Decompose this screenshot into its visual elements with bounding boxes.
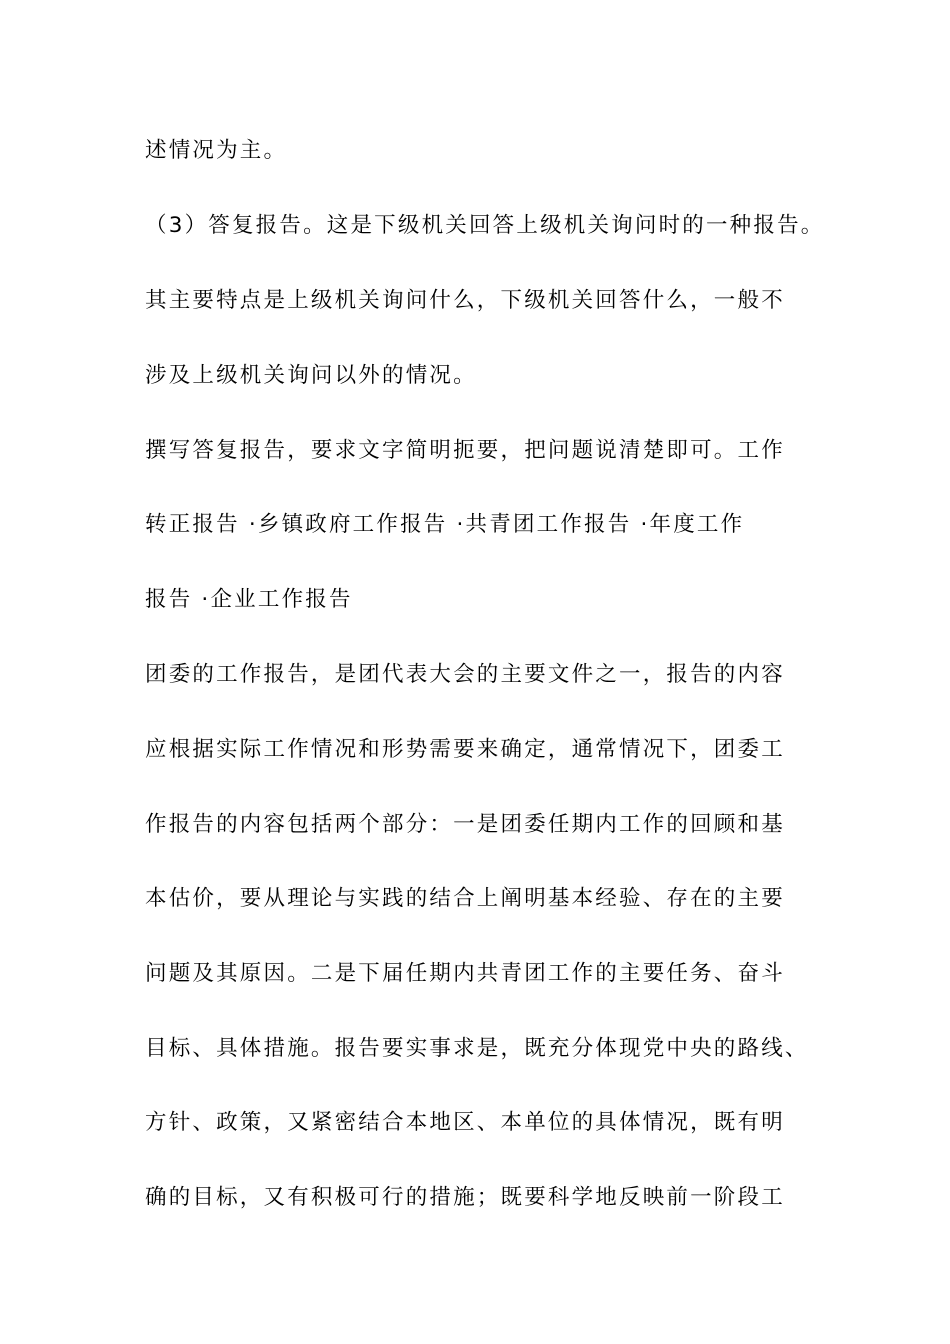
text-line: 方针、政策，又紧密结合本地区、本单位的具体情况，既有明 [145, 1110, 785, 1135]
related-links-line: 报告 ·企业工作报告 [145, 587, 353, 612]
text-line: 目标、具体措施。报告要实事求是，既充分体现党中央的路线、 [145, 1036, 809, 1061]
text-line: 撰写答复报告，要求文字简明扼要，把问题说清楚即可。工作 [145, 438, 785, 463]
text-line: 应根据实际工作情况和形势需要来确定，通常情况下，团委工 [145, 737, 785, 762]
text-line: 涉及上级机关询问以外的情况。 [145, 363, 477, 388]
text-line: 本估价，要从理论与实践的结合上阐明基本经验、存在的主要 [145, 886, 785, 911]
text-line: 作报告的内容包括两个部分：一是团委任期内工作的回顾和基 [145, 812, 785, 837]
text-line: 述情况为主。 [145, 138, 288, 163]
related-links-line: 转正报告 ·乡镇政府工作报告 ·共青团工作报告 ·年度工作 [145, 512, 745, 537]
text-line: 问题及其原因。二是下届任期内共青团工作的主要任务、奋斗 [145, 961, 785, 986]
text-line: 确的目标，又有积极可行的措施；既要科学地反映前一阶段工 [145, 1185, 785, 1210]
text-line: （3）答复报告。这是下级机关回答上级机关询问时的一种报告。 [145, 213, 825, 238]
text-line: 团委的工作报告，是团代表大会的主要文件之一，报告的内容 [145, 662, 785, 687]
text-line: 其主要特点是上级机关询问什么，下级机关回答什么，一般不 [145, 288, 785, 313]
